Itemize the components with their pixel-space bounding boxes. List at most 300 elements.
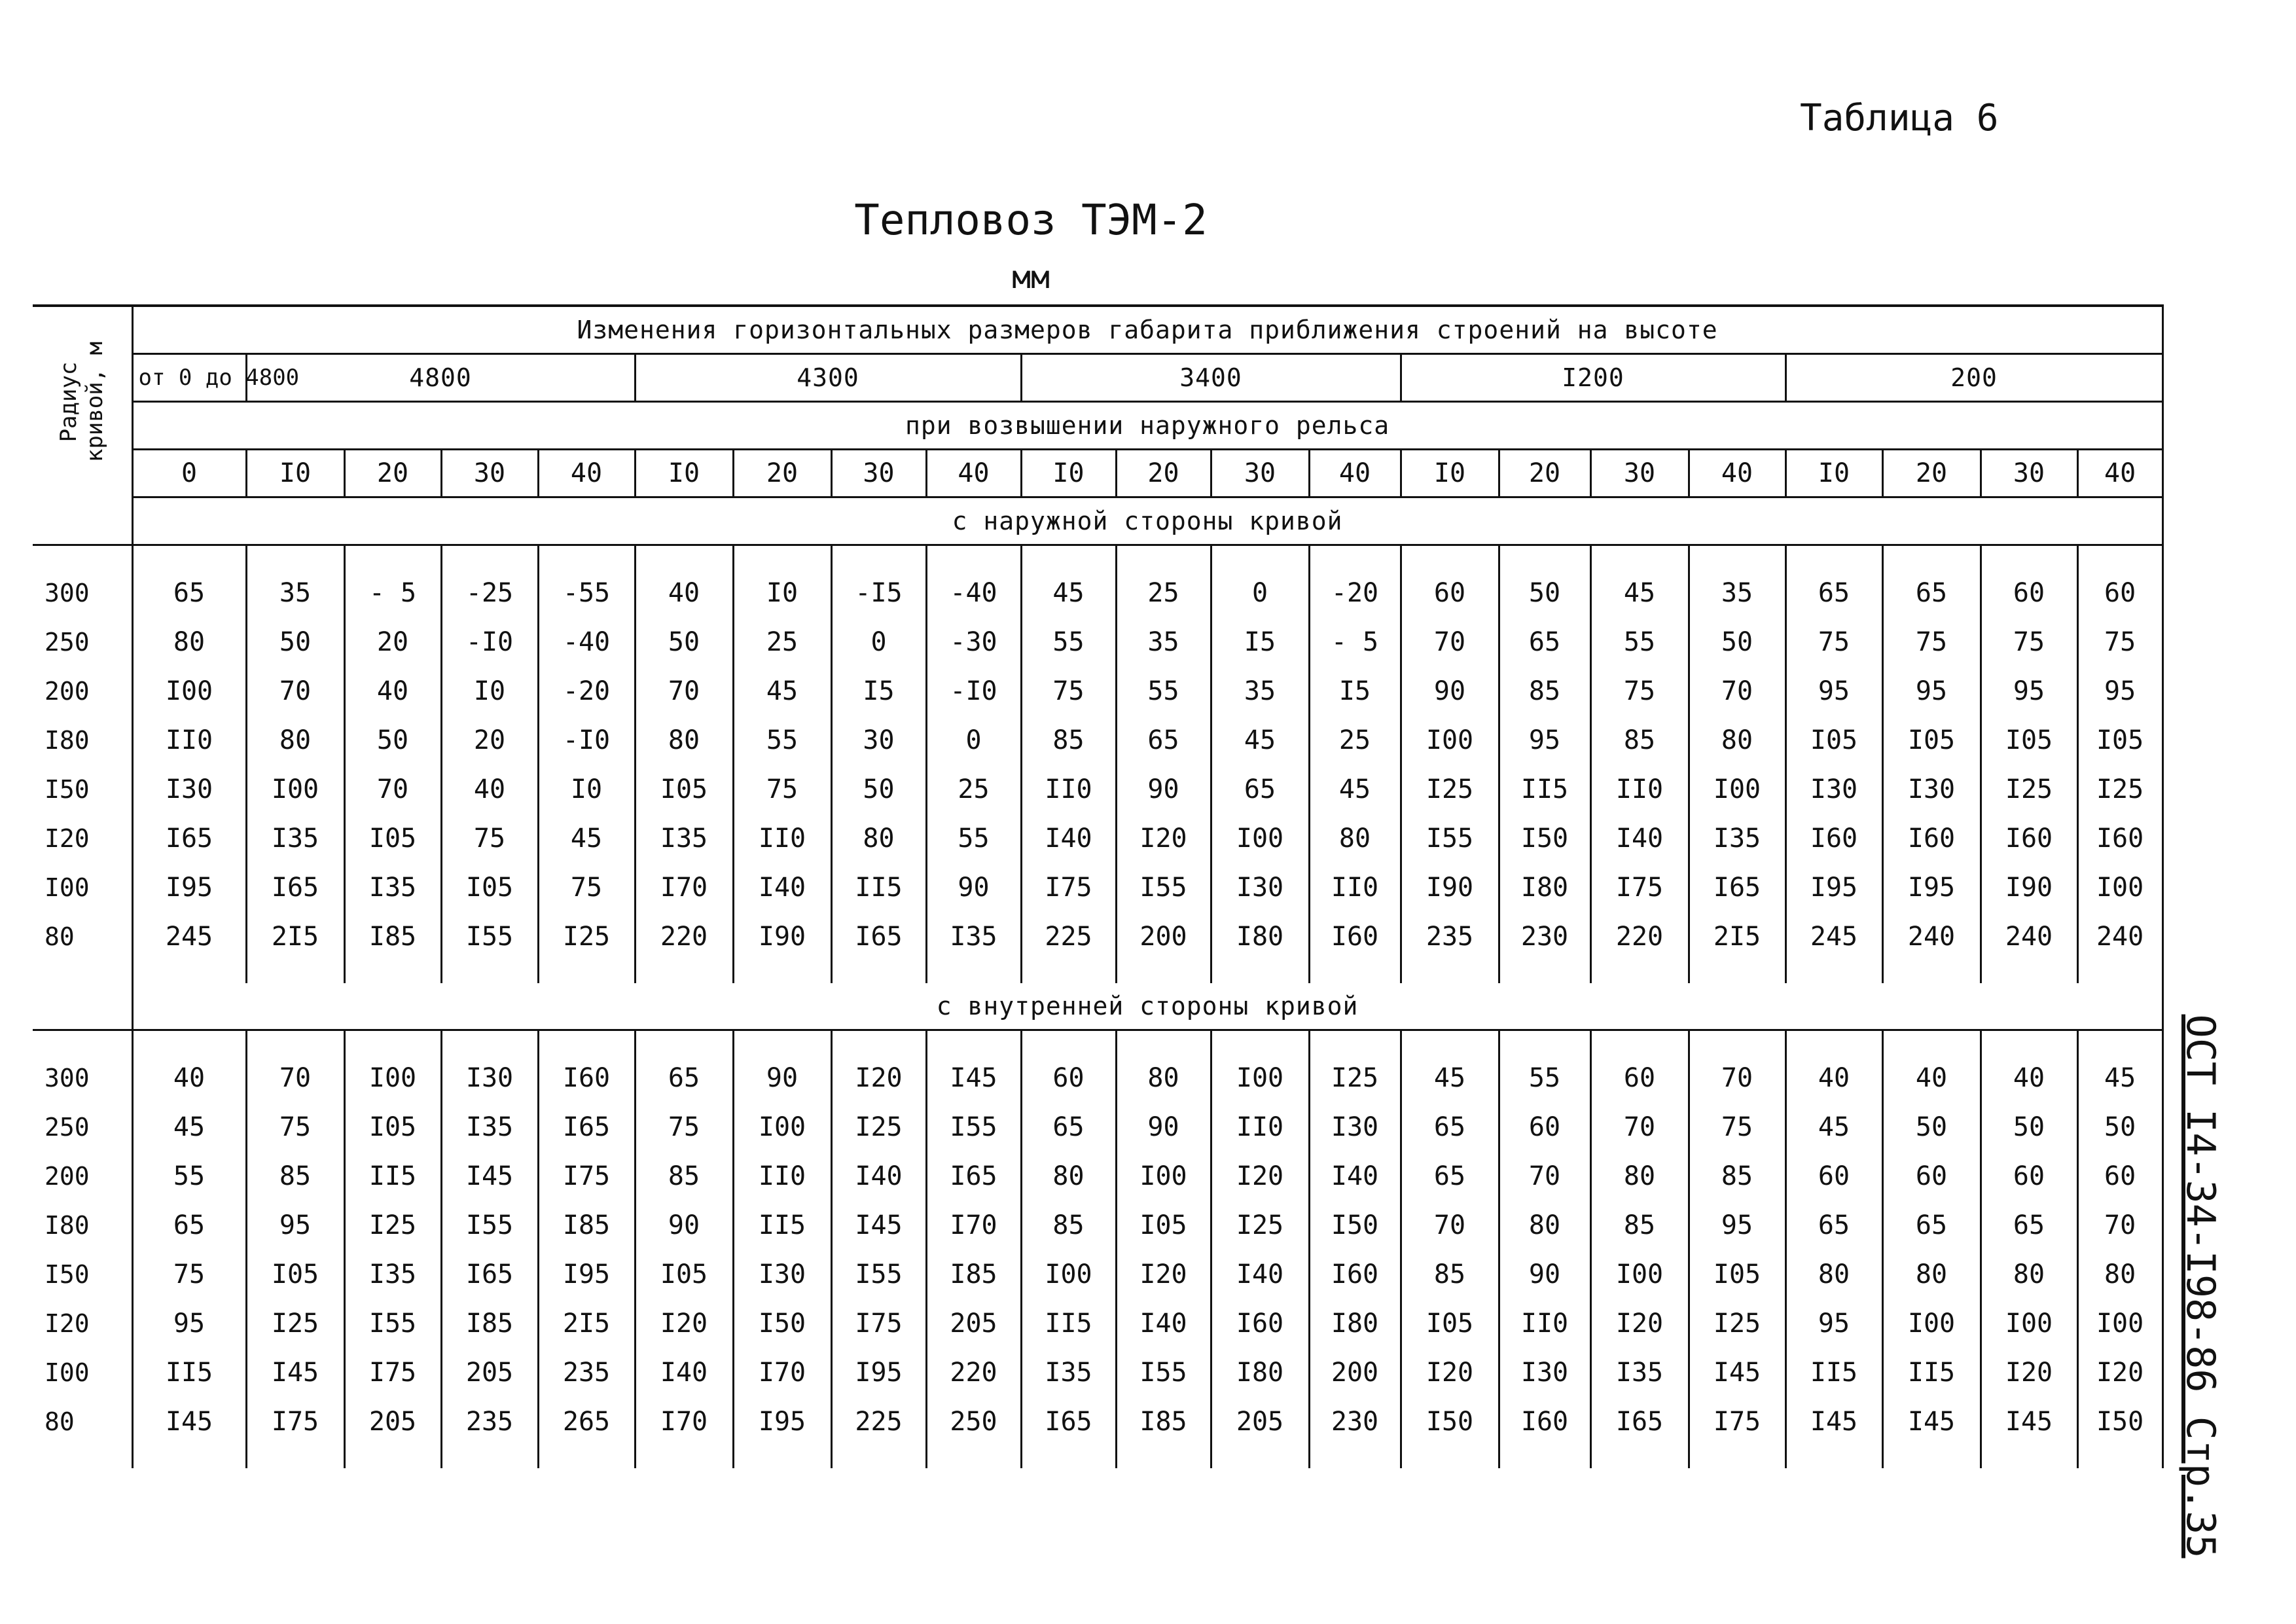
value-cell: 65	[1116, 715, 1211, 765]
value-cell: 65	[1981, 1200, 2077, 1250]
value-cell: I30	[1309, 1102, 1401, 1151]
value-cell: I55	[926, 1102, 1021, 1151]
value-cell: 80	[1499, 1200, 1590, 1250]
elevation-header-cell: 20	[1116, 450, 1211, 497]
value-cell: 90	[1116, 1102, 1211, 1151]
value-cell: 25	[733, 617, 831, 666]
spacer-cell	[1590, 1446, 1689, 1468]
value-cell: 60	[1981, 568, 2077, 617]
value-cell: 220	[635, 912, 733, 961]
value-cell: 95	[1689, 1200, 1785, 1250]
value-cell: 205	[441, 1348, 538, 1397]
value-cell: I0	[538, 765, 635, 814]
value-cell: I00	[1021, 1250, 1116, 1299]
value-cell: 240	[2077, 912, 2162, 961]
value-cell: I25	[1211, 1200, 1309, 1250]
value-cell: 25	[1116, 568, 1211, 617]
value-cell: 80	[1981, 1250, 2077, 1299]
value-cell: I45	[1785, 1397, 1882, 1446]
spacer-cell	[1689, 1030, 1785, 1054]
spacer-cell	[132, 1030, 246, 1054]
value-cell: I55	[1116, 1348, 1211, 1397]
table-row	[33, 1299, 2162, 1348]
value-cell: 70	[1401, 617, 1499, 666]
value-cell: I00	[1882, 1299, 1981, 1348]
value-cell: -55	[538, 568, 635, 617]
value-cell: I75	[831, 1299, 926, 1348]
value-cell: I0	[441, 666, 538, 715]
spacer-cell	[1689, 1446, 1785, 1468]
main-header: Изменения горизонтальных размеров габарита приближения строений на высоте	[132, 306, 2162, 354]
value-cell: 200	[1309, 1348, 1401, 1397]
value-cell: I55	[441, 912, 538, 961]
outer-section-label: с наружной стороны кривой	[132, 497, 2162, 545]
value-cell: II0	[1211, 1102, 1309, 1151]
clearance-table	[33, 304, 2164, 1468]
value-cell: I45	[1689, 1348, 1785, 1397]
value-cell: I60	[2077, 814, 2162, 863]
value-cell: I35	[441, 1102, 538, 1151]
value-cell: I00	[1590, 1250, 1689, 1299]
spacer-cell	[733, 1030, 831, 1054]
value-cell: 265	[538, 1397, 635, 1446]
spacer-cell	[1211, 1030, 1309, 1054]
value-cell: I05	[1785, 715, 1882, 765]
table-row	[33, 912, 2162, 961]
value-cell: I45	[441, 1151, 538, 1200]
value-cell: I70	[635, 1397, 733, 1446]
value-cell: 2I5	[1689, 912, 1785, 961]
table-row	[33, 1200, 2162, 1250]
value-cell: I50	[733, 1299, 831, 1348]
value-cell: 235	[1401, 912, 1499, 961]
value-cell: I45	[926, 1053, 1021, 1102]
value-cell: 50	[344, 715, 441, 765]
value-cell: 20	[344, 617, 441, 666]
elevation-header-cell: 20	[1499, 450, 1590, 497]
value-cell: I30	[1211, 863, 1309, 912]
value-cell: 75	[441, 814, 538, 863]
value-cell: I00	[2077, 863, 2162, 912]
value-cell: 45	[1590, 568, 1689, 617]
value-cell: I85	[1116, 1397, 1211, 1446]
value-cell: 230	[1309, 1397, 1401, 1446]
spacer-cell	[246, 961, 344, 983]
value-cell: 95	[1785, 666, 1882, 715]
spacer-cell	[1981, 545, 2077, 569]
value-cell: 80	[831, 814, 926, 863]
value-cell: I05	[2077, 715, 2162, 765]
value-cell: 30	[831, 715, 926, 765]
value-cell: 75	[1021, 666, 1116, 715]
value-cell: 55	[132, 1151, 246, 1200]
spacer-cell	[1785, 1030, 1882, 1054]
elevation-header-cell: 40	[1689, 450, 1785, 497]
value-cell: I90	[733, 912, 831, 961]
value-cell: I05	[635, 1250, 733, 1299]
value-cell: I45	[246, 1348, 344, 1397]
value-cell: -30	[926, 617, 1021, 666]
radius-cell: I80	[45, 1210, 90, 1240]
value-cell: 60	[1981, 1151, 2077, 1200]
value-cell: 95	[2077, 666, 2162, 715]
heights-row	[33, 354, 2162, 402]
spacer-cell	[926, 545, 1021, 569]
value-cell: II5	[1499, 765, 1590, 814]
value-cell: I20	[1211, 1151, 1309, 1200]
inner-section-label: с внутренней стороны кривой	[132, 983, 2162, 1030]
radius-cell: I20	[45, 823, 90, 853]
value-cell: 80	[635, 715, 733, 765]
value-cell: I40	[1021, 814, 1116, 863]
value-cell: I5	[831, 666, 926, 715]
elevation-header-cell: 30	[1981, 450, 2077, 497]
value-cell: I80	[1211, 912, 1309, 961]
value-cell: 80	[1882, 1250, 1981, 1299]
value-cell: I25	[831, 1102, 926, 1151]
value-cell: I30	[733, 1250, 831, 1299]
value-cell: I40	[1116, 1299, 1211, 1348]
spacer-cell	[441, 961, 538, 983]
value-cell: 70	[1689, 666, 1785, 715]
value-cell: 85	[1590, 1200, 1689, 1250]
spacer-cell	[1401, 1030, 1499, 1054]
value-cell: I0	[733, 568, 831, 617]
spacer-cell	[1116, 545, 1211, 569]
value-cell: I25	[1309, 1053, 1401, 1102]
value-cell: II5	[733, 1200, 831, 1250]
value-cell: I25	[538, 912, 635, 961]
value-cell: 50	[831, 765, 926, 814]
value-cell: 60	[1499, 1102, 1590, 1151]
value-cell: I35	[1021, 1348, 1116, 1397]
value-cell: II0	[733, 1151, 831, 1200]
value-cell: 70	[344, 765, 441, 814]
value-cell: I00	[2077, 1299, 2162, 1348]
spacer-cell	[1401, 545, 1499, 569]
value-cell: I30	[132, 765, 246, 814]
spacer-cell	[635, 545, 733, 569]
spacer-cell	[1785, 961, 1882, 983]
value-cell: I05	[1981, 715, 2077, 765]
value-cell: 45	[1401, 1053, 1499, 1102]
spacer-cell	[132, 1446, 246, 1468]
spacer-cell	[1401, 961, 1499, 983]
value-cell: II0	[132, 715, 246, 765]
table-row	[33, 666, 2162, 715]
value-cell: 80	[1116, 1053, 1211, 1102]
spacer-cell	[246, 545, 344, 569]
value-cell: I00	[344, 1053, 441, 1102]
value-cell: 2I5	[246, 912, 344, 961]
value-cell: 45	[132, 1102, 246, 1151]
table-row	[33, 568, 2162, 617]
value-cell: I20	[831, 1053, 926, 1102]
value-cell: I05	[441, 863, 538, 912]
spacer-cell	[538, 961, 635, 983]
value-cell: 65	[1499, 617, 1590, 666]
elevation-header-cell: 0	[132, 450, 246, 497]
radius-cell: I00	[45, 1358, 90, 1387]
value-cell: 75	[132, 1250, 246, 1299]
value-cell: 0	[1211, 568, 1309, 617]
value-cell: 75	[246, 1102, 344, 1151]
value-cell: 65	[1021, 1102, 1116, 1151]
value-cell: I50	[2077, 1397, 2162, 1446]
spacer-cell	[1309, 961, 1401, 983]
value-cell: - 5	[344, 568, 441, 617]
value-cell: 65	[1211, 765, 1309, 814]
radius-cell: I50	[45, 774, 90, 804]
radius-cell: 200	[45, 676, 90, 706]
value-cell: I55	[344, 1299, 441, 1348]
unit-label: мм	[1012, 259, 1050, 296]
spacer-cell	[1211, 545, 1309, 569]
spacer-cell	[1021, 1446, 1116, 1468]
radius-cell: 250	[45, 1112, 90, 1142]
value-cell: 225	[831, 1397, 926, 1446]
value-cell: I00	[246, 765, 344, 814]
value-cell: 70	[1590, 1102, 1689, 1151]
value-cell: II0	[1590, 765, 1689, 814]
elevation-header-cell: 30	[1211, 450, 1309, 497]
value-cell: 80	[2077, 1250, 2162, 1299]
value-cell: 40	[635, 568, 733, 617]
radius-cell: 200	[45, 1161, 90, 1191]
spacer-cell	[33, 961, 132, 983]
spacer-cell	[2077, 545, 2162, 569]
value-cell: 70	[1499, 1151, 1590, 1200]
value-cell: 90	[926, 863, 1021, 912]
radius-cell: I50	[45, 1259, 90, 1289]
spacer-cell	[926, 1030, 1021, 1054]
value-cell: 220	[1590, 912, 1689, 961]
elevation-header-cell: 30	[1590, 450, 1689, 497]
value-cell: 85	[1590, 715, 1689, 765]
value-cell: 65	[1882, 1200, 1981, 1250]
value-cell: 245	[132, 912, 246, 961]
spacer-cell	[441, 1446, 538, 1468]
value-cell: I05	[344, 814, 441, 863]
value-cell: 50	[1499, 568, 1590, 617]
value-cell: 85	[1021, 1200, 1116, 1250]
value-cell: I55	[831, 1250, 926, 1299]
value-cell: 60	[2077, 1151, 2162, 1200]
spacer-cell	[1590, 961, 1689, 983]
radius-cell: I80	[45, 725, 90, 755]
height-header: I200	[1401, 354, 1785, 402]
value-cell: 75	[635, 1102, 733, 1151]
value-cell: 75	[2077, 617, 2162, 666]
value-cell: I75	[344, 1348, 441, 1397]
elevation-header-cell: I0	[1021, 450, 1116, 497]
elevation-header: при возвышении наружного рельса	[132, 402, 2162, 450]
value-cell: 55	[1021, 617, 1116, 666]
radius-cell: I00	[45, 873, 90, 902]
value-cell: 60	[1882, 1151, 1981, 1200]
value-cell: 25	[926, 765, 1021, 814]
value-cell: I60	[1309, 912, 1401, 961]
elevation-header-cell: 30	[831, 450, 926, 497]
value-cell: I60	[1309, 1250, 1401, 1299]
inner-rows	[33, 1030, 2162, 1469]
value-cell: II5	[1785, 1348, 1882, 1397]
table-label: Таблица 6	[1800, 97, 1999, 139]
value-cell: 55	[926, 814, 1021, 863]
value-cell: 90	[635, 1200, 733, 1250]
value-cell: 80	[132, 617, 246, 666]
value-cell: I80	[1309, 1299, 1401, 1348]
spacer-cell	[2077, 1446, 2162, 1468]
spacer-cell	[1882, 961, 1981, 983]
value-cell: I05	[246, 1250, 344, 1299]
value-cell: I20	[1981, 1348, 2077, 1397]
value-cell: 75	[538, 863, 635, 912]
value-cell: 40	[1785, 1053, 1882, 1102]
value-cell: 80	[1309, 814, 1401, 863]
spacer-cell	[2077, 1030, 2162, 1054]
radius-cell: 80	[45, 922, 75, 951]
value-cell: I05	[1401, 1299, 1499, 1348]
value-cell: I5	[1309, 666, 1401, 715]
value-cell: I40	[831, 1151, 926, 1200]
value-cell: I55	[1116, 863, 1211, 912]
value-cell: 65	[1401, 1102, 1499, 1151]
value-cell: I80	[1211, 1348, 1309, 1397]
value-cell: 35	[246, 568, 344, 617]
height-header: от 0 до 4800	[132, 354, 246, 402]
outer-rows	[33, 545, 2162, 984]
value-cell: 45	[1211, 715, 1309, 765]
spacer-cell	[733, 1446, 831, 1468]
spacer-cell	[1309, 1446, 1401, 1468]
elevation-header-cell: 20	[344, 450, 441, 497]
value-cell: 50	[635, 617, 733, 666]
value-cell: 35	[1116, 617, 1211, 666]
value-cell: I25	[1981, 765, 2077, 814]
value-cell: I30	[441, 1053, 538, 1102]
elevation-header-cell: 40	[538, 450, 635, 497]
value-cell: I60	[1499, 1397, 1590, 1446]
value-cell: I50	[1499, 814, 1590, 863]
spacer-cell	[538, 1030, 635, 1054]
value-cell: I65	[132, 814, 246, 863]
table-row	[33, 1151, 2162, 1200]
value-cell: 45	[1021, 568, 1116, 617]
value-cell: -I5	[831, 568, 926, 617]
value-cell: I40	[733, 863, 831, 912]
height-header: 4300	[635, 354, 1021, 402]
value-cell: 50	[1882, 1102, 1981, 1151]
spacer-cell	[1211, 1446, 1309, 1468]
value-cell: 45	[733, 666, 831, 715]
value-cell: 70	[246, 666, 344, 715]
spacer-cell	[1689, 961, 1785, 983]
side-reference-text: ОСТ I4-34-I98-86 Стр.35	[2178, 1014, 2223, 1559]
value-cell: I65	[926, 1151, 1021, 1200]
value-cell: I35	[344, 863, 441, 912]
value-cell: 85	[1499, 666, 1590, 715]
value-cell: 45	[2077, 1053, 2162, 1102]
value-cell: I75	[538, 1151, 635, 1200]
value-cell: I70	[635, 863, 733, 912]
value-cell: 40	[344, 666, 441, 715]
value-cell: II0	[1309, 863, 1401, 912]
value-cell: 90	[1401, 666, 1499, 715]
spacer-cell	[1116, 961, 1211, 983]
value-cell: I70	[926, 1200, 1021, 1250]
value-cell: I35	[926, 912, 1021, 961]
value-cell: I55	[441, 1200, 538, 1250]
spacer-cell	[1309, 545, 1401, 569]
value-cell: I75	[246, 1397, 344, 1446]
elevation-header-cell: I0	[246, 450, 344, 497]
value-cell: I45	[1981, 1397, 2077, 1446]
value-cell: I70	[733, 1348, 831, 1397]
value-cell: I05	[344, 1102, 441, 1151]
value-cell: I20	[1401, 1348, 1499, 1397]
value-cell: 95	[1882, 666, 1981, 715]
value-cell: I20	[1116, 814, 1211, 863]
spacer-cell	[926, 961, 1021, 983]
value-cell: 90	[1116, 765, 1211, 814]
value-cell: 25	[1309, 715, 1401, 765]
value-cell: 45	[1785, 1102, 1882, 1151]
value-cell: - 5	[1309, 617, 1401, 666]
value-cell: 75	[1981, 617, 2077, 666]
radius-cell: 80	[45, 1407, 75, 1436]
value-cell: I45	[1882, 1397, 1981, 1446]
value-cell: 200	[1116, 912, 1211, 961]
value-cell: 40	[441, 765, 538, 814]
value-cell: 75	[733, 765, 831, 814]
spacer-cell	[1785, 545, 1882, 569]
value-cell: I50	[1401, 1397, 1499, 1446]
value-cell: I90	[1981, 863, 2077, 912]
value-cell: 70	[635, 666, 733, 715]
spacer-cell	[1882, 1030, 1981, 1054]
table-row	[33, 1053, 2162, 1102]
value-cell: 80	[1021, 1151, 1116, 1200]
value-cell: 55	[1116, 666, 1211, 715]
value-cell: I05	[1689, 1250, 1785, 1299]
value-cell: 70	[246, 1053, 344, 1102]
value-cell: 50	[2077, 1102, 2162, 1151]
value-cell: I05	[1116, 1200, 1211, 1250]
value-cell: I00	[1689, 765, 1785, 814]
spacer-cell	[33, 1030, 132, 1054]
value-cell: I00	[132, 666, 246, 715]
spacer-cell	[733, 961, 831, 983]
value-cell: 85	[635, 1151, 733, 1200]
value-cell: 80	[1689, 715, 1785, 765]
spacer-cell	[246, 1446, 344, 1468]
value-cell: 50	[1689, 617, 1785, 666]
value-cell: 95	[1785, 1299, 1882, 1348]
value-cell: 245	[1785, 912, 1882, 961]
value-cell: 40	[1981, 1053, 2077, 1102]
spacer-cell	[1401, 1446, 1499, 1468]
value-cell: 65	[1401, 1151, 1499, 1200]
value-cell: I40	[1309, 1151, 1401, 1200]
spacer-cell	[33, 1446, 132, 1468]
locomotive-title: Тепловоз ТЭМ-2	[854, 196, 1208, 245]
spacer-cell	[33, 545, 132, 569]
value-cell: 55	[1499, 1053, 1590, 1102]
table-header	[33, 306, 2162, 545]
value-cell: II5	[344, 1151, 441, 1200]
spacer-cell	[132, 961, 246, 983]
